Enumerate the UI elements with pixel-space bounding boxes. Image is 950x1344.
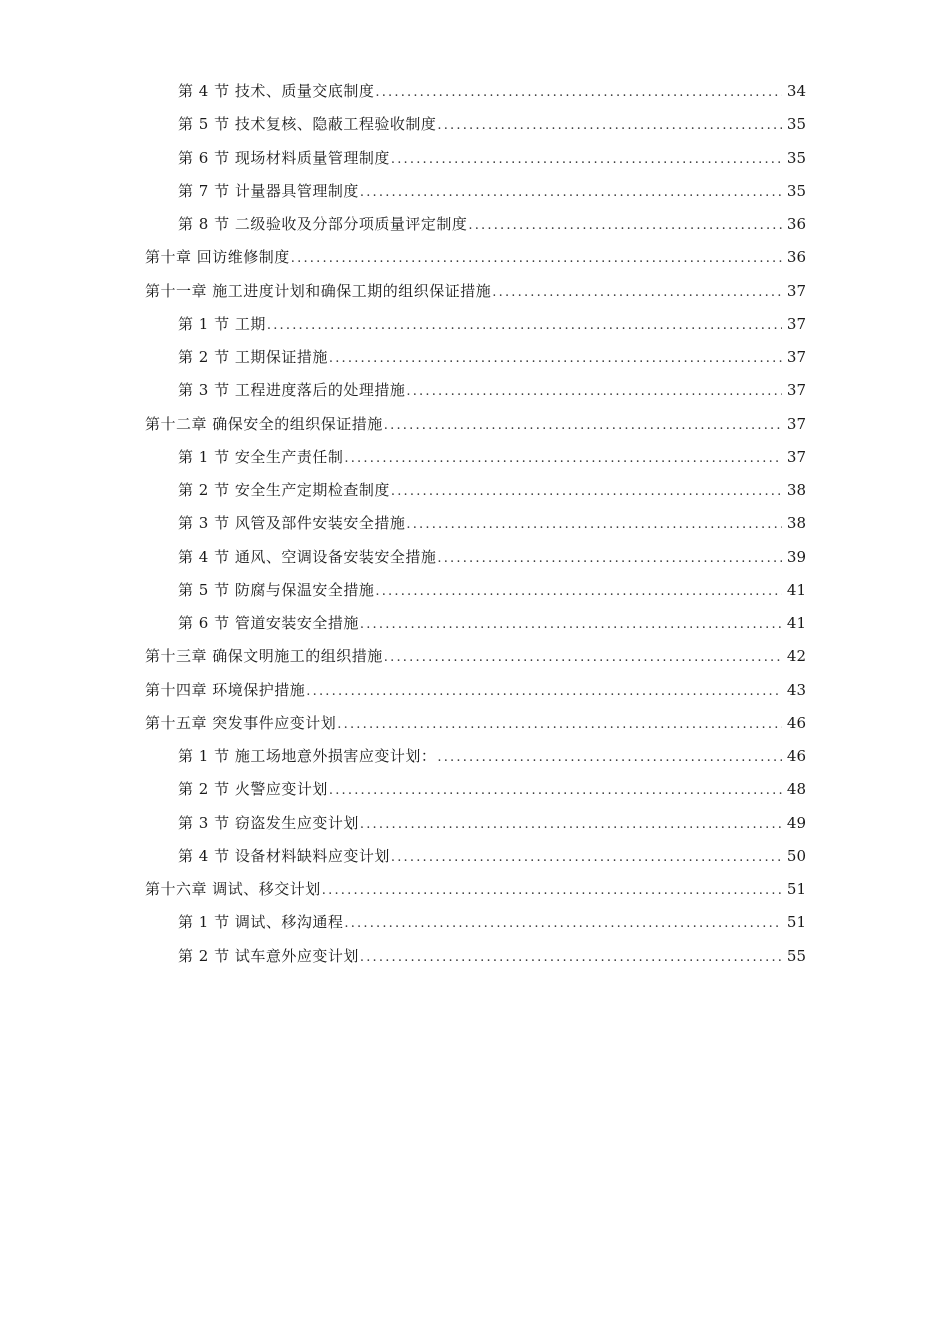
toc-entry-title: 第 3 节 工程进度落后的处理措施: [178, 381, 406, 400]
toc-entry[interactable]: [0, 108, 950, 141]
toc-dot-leader: [360, 176, 782, 209]
toc-entry[interactable]: [0, 607, 950, 640]
toc-entry-title: 第 2 节 火警应变计划: [178, 780, 328, 799]
toc-entry-page: 38: [786, 481, 806, 499]
toc-entry-title: 第十四章 环境保护措施: [145, 680, 306, 699]
toc-entry-page: 51: [786, 880, 806, 898]
toc-dot-leader: [306, 675, 782, 708]
toc-entry-title: 第十章 回访维修制度: [145, 248, 290, 267]
toc-chapter[interactable]: [0, 674, 950, 707]
toc-entry[interactable]: [0, 142, 950, 175]
toc-dot-leader: [406, 508, 782, 541]
toc-entry[interactable]: [0, 441, 950, 474]
toc-dot-leader: [344, 442, 782, 475]
toc-entry[interactable]: [0, 574, 950, 607]
toc-entry-title: 第 2 节 工期保证措施: [178, 348, 328, 366]
toc-entry[interactable]: [0, 541, 950, 574]
toc-entry-page: 37: [786, 414, 806, 433]
toc-entry-page: 50: [786, 846, 806, 865]
toc-entry-title: 第 5 节 防腐与保温安全措施: [178, 580, 375, 599]
toc-entry-title: 第 6 节 现场材料质量管理制度: [178, 148, 390, 167]
toc-entry-title: 第 8 节 二级验收及分部分项质量评定制度: [178, 215, 468, 233]
toc-dot-leader: [337, 708, 782, 741]
toc-entry[interactable]: [0, 740, 950, 773]
toc-entry-title: 第十五章 突发事件应变计划: [145, 713, 337, 732]
toc-dot-leader: [384, 409, 782, 442]
toc-dot-leader: [322, 874, 782, 907]
toc-entry-page: 51: [786, 913, 806, 932]
toc-entry-page: 39: [786, 547, 806, 566]
toc-chapter[interactable]: [0, 640, 950, 673]
toc-dot-leader: [291, 242, 782, 275]
toc-entry-title: 第 3 节 风管及部件安装安全措施: [178, 514, 406, 533]
toc-dot-leader: [391, 841, 782, 874]
toc-dot-leader: [329, 774, 782, 807]
toc-entry-title: 第 1 节 调试、移沟通程: [178, 913, 344, 932]
toc-dot-leader: [375, 76, 782, 109]
toc-entry[interactable]: [0, 175, 950, 208]
toc-dot-leader: [437, 741, 782, 774]
toc-entry-title: 第 5 节 技术复核、隐蔽工程验收制度: [178, 115, 437, 134]
toc-entry-page: 55: [786, 946, 806, 965]
toc-entry-page: 41: [786, 614, 806, 632]
toc-entry-title: 第 1 节 安全生产责任制: [178, 447, 344, 466]
toc-entry-title: 第 6 节 管道安装安全措施: [178, 614, 359, 632]
toc-entry-title: 第 4 节 技术、质量交底制度: [178, 82, 375, 100]
toc-dot-leader: [344, 907, 782, 940]
toc-entry-title: 第十二章 确保安全的组织保证措施: [145, 414, 383, 433]
toc-dot-leader: [360, 608, 782, 641]
toc-dot-leader: [384, 641, 782, 674]
toc-entry-title: 第十三章 确保文明施工的组织措施: [145, 647, 383, 666]
toc-entry-page: 46: [786, 713, 806, 732]
toc-dot-leader: [360, 941, 782, 974]
toc-entry-page: 35: [786, 115, 806, 134]
toc-entry-page: 36: [786, 248, 806, 267]
toc-entry[interactable]: [0, 341, 950, 374]
toc-chapter[interactable]: [0, 275, 950, 308]
toc-entry[interactable]: [0, 906, 950, 939]
toc-dot-leader: [391, 475, 782, 508]
toc-entry-title: 第十一章 施工进度计划和确保工期的组织保证措施: [145, 281, 492, 300]
toc-entry-title: 第 7 节 计量器具管理制度: [178, 181, 359, 200]
toc-chapter[interactable]: [0, 873, 950, 906]
toc-dot-leader: [329, 342, 782, 375]
toc-entry-page: 34: [786, 82, 806, 100]
toc-entry-page: 42: [786, 647, 806, 666]
toc-entry[interactable]: [0, 474, 950, 507]
toc-entry[interactable]: [0, 840, 950, 873]
toc-dot-leader: [267, 309, 782, 342]
toc-chapter[interactable]: [0, 408, 950, 441]
toc-entry-page: 43: [786, 680, 806, 699]
toc-entry-page: 37: [786, 281, 806, 300]
toc-entry-title: 第 4 节 设备材料缺料应变计划: [178, 846, 390, 865]
toc-entry-page: 38: [786, 514, 806, 533]
toc-entry-page: 48: [786, 780, 806, 799]
toc-entry-title: 第 3 节 窃盗发生应变计划: [178, 813, 359, 832]
toc-chapter[interactable]: [0, 707, 950, 740]
toc-entry-page: 37: [786, 381, 806, 400]
toc-entry[interactable]: [0, 75, 950, 108]
toc-entry-title: 第 1 节 施工场地意外损害应变计划：: [178, 747, 437, 765]
toc-entry[interactable]: [0, 773, 950, 806]
toc-entry[interactable]: [0, 208, 950, 241]
toc-dot-leader: [360, 808, 782, 841]
table-of-contents: [0, 75, 950, 973]
toc-entry-title: 第 1 节 工期: [178, 314, 266, 333]
toc-entry-page: 37: [786, 447, 806, 466]
toc-dot-leader: [492, 276, 782, 309]
toc-entry[interactable]: [0, 940, 950, 973]
toc-dot-leader: [391, 143, 782, 176]
toc-entry[interactable]: [0, 507, 950, 540]
toc-entry-title: 第 2 节 安全生产定期检查制度: [178, 481, 390, 499]
toc-entry-page: 37: [786, 314, 806, 333]
toc-entry-page: 35: [786, 148, 806, 167]
toc-entry-page: 41: [786, 580, 806, 599]
toc-dot-leader: [437, 542, 782, 575]
toc-dot-leader: [468, 209, 782, 242]
toc-entry-title: 第 2 节 试车意外应变计划: [178, 946, 359, 965]
toc-entry[interactable]: [0, 374, 950, 407]
toc-entry-page: 49: [786, 813, 806, 832]
toc-dot-leader: [437, 109, 782, 142]
toc-entry-page: 46: [786, 747, 806, 765]
toc-entry-title: 第 4 节 通风、空调设备安装安全措施: [178, 547, 437, 566]
toc-entry-page: 35: [786, 181, 806, 200]
toc-dot-leader: [375, 575, 782, 608]
toc-entry[interactable]: [0, 807, 950, 840]
toc-entry[interactable]: [0, 308, 950, 341]
toc-chapter[interactable]: [0, 241, 950, 274]
toc-entry-page: 37: [786, 348, 806, 366]
toc-entry-page: 36: [786, 215, 806, 233]
toc-entry-title: 第十六章 调试、移交计划: [145, 880, 321, 898]
toc-dot-leader: [406, 375, 782, 408]
